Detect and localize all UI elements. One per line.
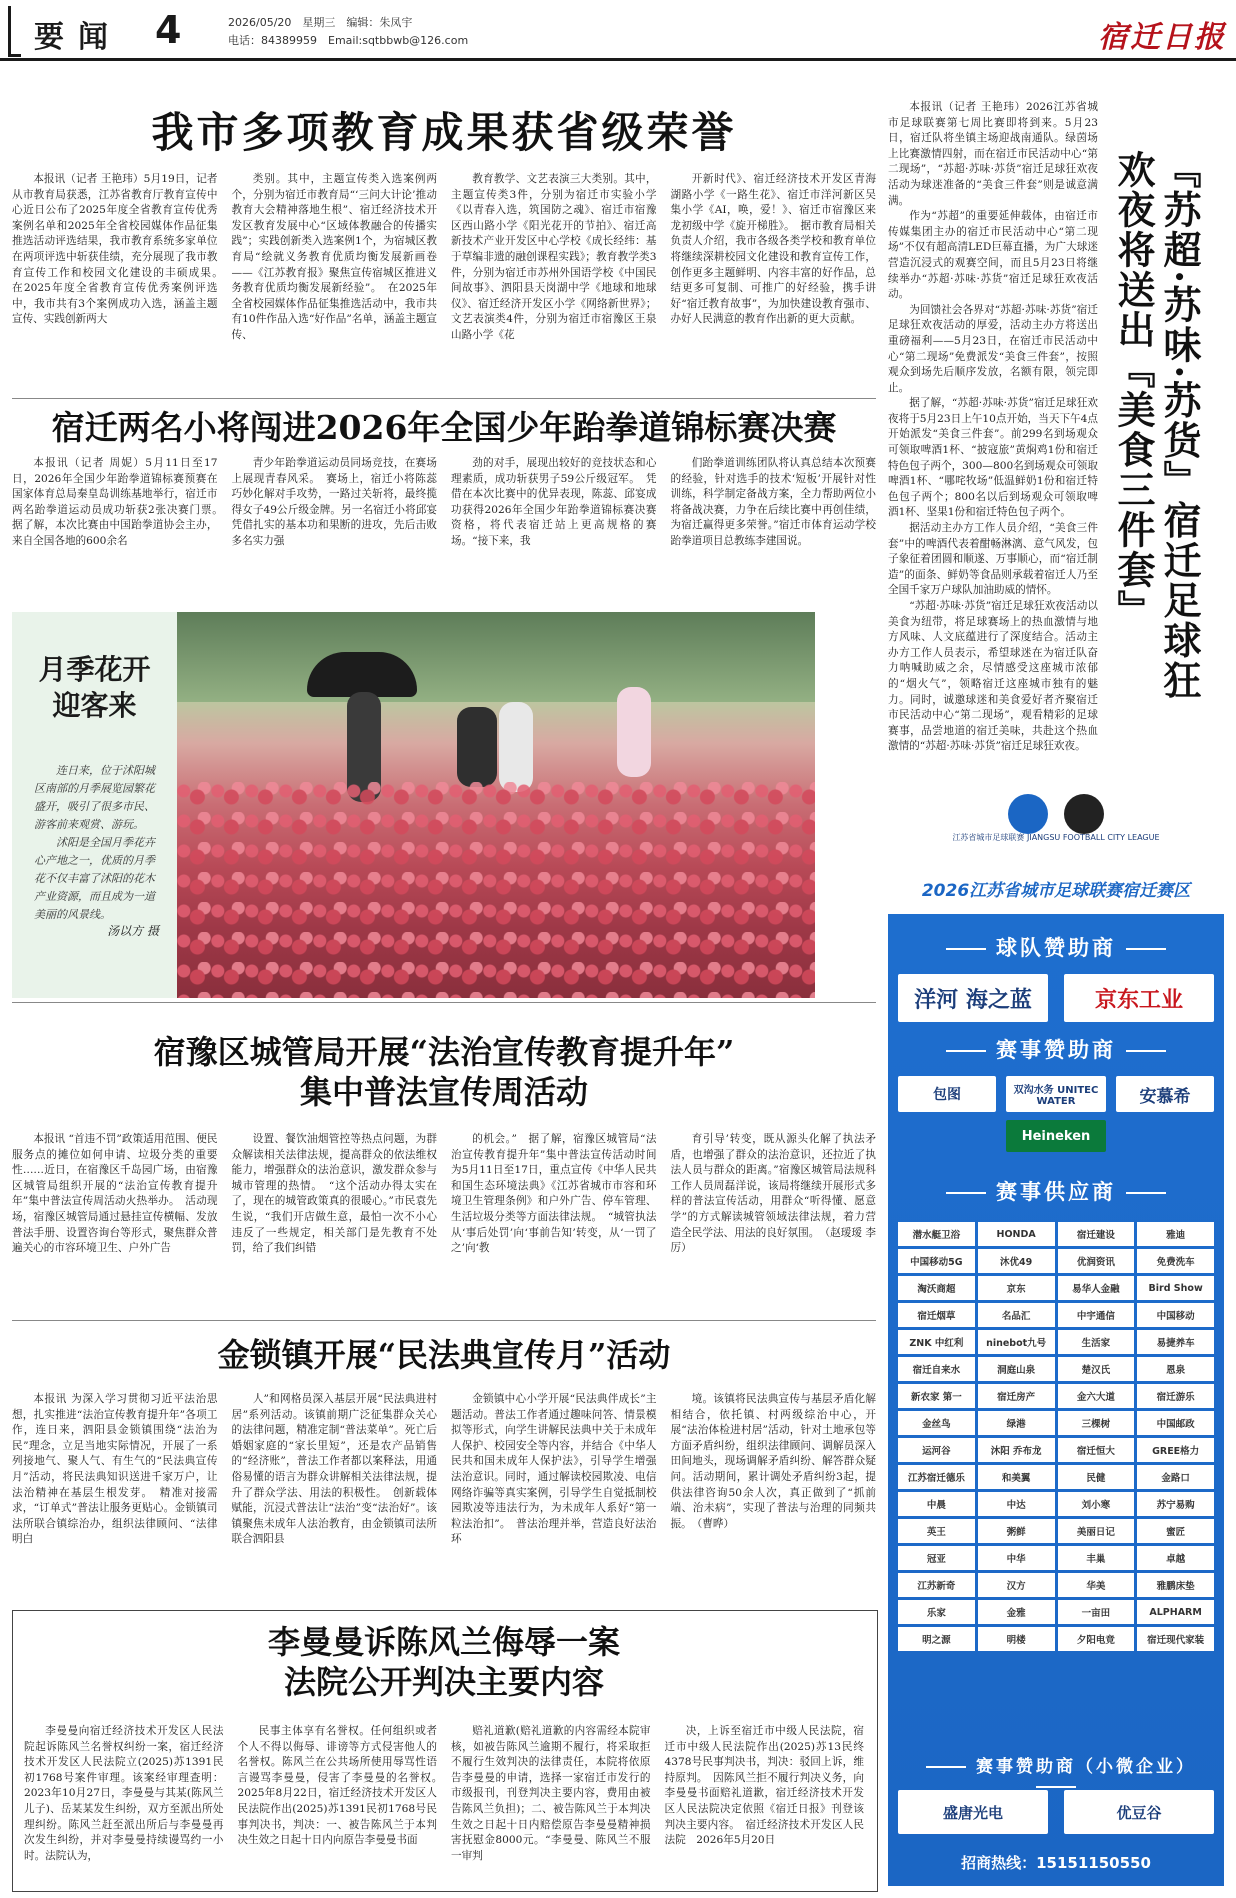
paragraph: 本报讯（记者 王艳玮）5月19日，记者从市教育局获悉，江苏省教育厅教育宣传中心近日公布了2025年度全省教育宣传优秀案例名单和2025年全省校园媒体作品征集推选活动评选结果，我市教育系统多家单位在两项评选中斩获佳绩，充分展现了我市教育宣传工作和校园文化建设的丰硕成果。 在2025年度全省教育宣传优秀案例评选中，我市共有3个案例成功入选，涵盖主题宣传、实践创新两大 bbox=[12, 173, 229, 326]
page-header bbox=[0, 0, 1236, 66]
ad-league-name: 江苏省城市足球联赛 JIANGSU FOOTBALL CITY LEAGUE bbox=[952, 833, 1160, 842]
article4-body bbox=[12, 1392, 876, 1602]
photo-caption-body bbox=[34, 762, 159, 924]
supplier-logo: 华美 bbox=[1058, 1573, 1135, 1597]
supplier-logo: 明之源 bbox=[898, 1627, 975, 1651]
supplier-logo: 中晨 bbox=[898, 1492, 975, 1516]
supplier-logo: 宿迁恒大 bbox=[1058, 1438, 1135, 1462]
sponsor-advertisement bbox=[888, 784, 1224, 1886]
supplier-logo: 宿迁自来水 bbox=[898, 1357, 975, 1381]
divider bbox=[12, 1320, 876, 1321]
supplier-logo: 中宇通信 bbox=[1058, 1303, 1135, 1327]
article1-headline: 我市多项教育成果获省级荣誉 bbox=[151, 108, 737, 157]
paragraph: 开新时代》、宿迁经济技术开发区青海湖路小学《一路生花》、宿迁市洋河新区吴集小学《AI，唤，爱！》、宿迁市宿豫区来龙初级中学《旋开梯胜》。 据市教育局相关负责人介绍，我市各级各类学校和教育单位将继续深耕校园文化建设和教育宣传工作，创作更多主题鲜明、内容丰富的好作品，总结更多可复制、可推广的好经验，携手讲好“宿迁教育故事”，为加快建设教育强市、办好人民满意的教育作出新的更大贡献。 bbox=[670, 173, 876, 326]
paragraph: 青少年跆拳道运动员同场竞技，在赛场上展现青春风采。 赛场上，宿迁小将陈蕊巧妙化解对手攻势，一路过关斩将，最终揽得女子49公斤级金牌。另一名宿迁小将邱宴凭借扎实的基本功和果断的进攻，先后击败多名实力强 bbox=[231, 457, 437, 547]
supplier-logo: 英王 bbox=[898, 1519, 975, 1543]
supplier-logo: 金六大道 bbox=[1058, 1384, 1135, 1408]
supplier-logo: 沐优49 bbox=[978, 1249, 1055, 1273]
supplier-logo: 宿迁现代家装 bbox=[1137, 1627, 1214, 1651]
micro-sponsor-2: 优豆谷 bbox=[1064, 1790, 1214, 1834]
article3-col-2 bbox=[232, 1132, 438, 1280]
supplier-logo: 宿迁烟草 bbox=[898, 1303, 975, 1327]
supplier-logo: 宿迁房产 bbox=[978, 1384, 1055, 1408]
caption-paragraph: 连日来，位于沭阳城区南部的月季展览园繁花盛开，吸引了很多市民、游客前来观赏、游玩。 bbox=[34, 764, 155, 831]
caption-paragraph: 沭阳是全国月季花卉心产地之一，优质的月季花不仅丰富了沭阳的花木产业资源，而且成为一道美丽的风景线。 bbox=[34, 836, 155, 921]
supplier-logo: 金丝鸟 bbox=[898, 1411, 975, 1435]
article1-col-3 bbox=[451, 172, 657, 394]
supplier-logo: 易华人金融 bbox=[1058, 1276, 1135, 1300]
event-sponsor-3: 安慕希 bbox=[1116, 1076, 1214, 1112]
supplier-logo: 洞庭山泉 bbox=[978, 1357, 1055, 1381]
paragraph: 作为“苏超”的重要延伸载体，由宿迁市传媒集团主办的宿迁市民活动中心“第二现场”不仅有超高清LED巨幕直播，为广大球迷营造沉浸式的观赛空间，而且5月23日将继续举办“苏超·苏味·苏货”宿迁足球狂欢夜活动。 bbox=[888, 210, 1098, 301]
paragraph: 金锁镇中心小学开展“民法典伴成长”主题活动。普法工作者通过趣味问答、情景模拟等形式，向学生讲解民法典中关于未成年人保护、校园安全等内容，并结合《中华人民共和国未成年人保护法》，引导学生增强法治意识。同时，通过解读校园欺凌、电信网络诈骗等真实案例，引导学生自觉抵制校园欺凌等违法行为，为未成年人系好“第一粒法治扣”。 普法治理并举，营造良好法治环 bbox=[451, 1393, 657, 1546]
article1-col-4 bbox=[671, 172, 877, 394]
supplier-logo: 江苏宿迁德乐 bbox=[898, 1465, 975, 1489]
supplier-logo: 卓越 bbox=[1137, 1546, 1214, 1570]
supplier-logo: 明楼 bbox=[978, 1627, 1055, 1651]
supplier-logo: 金路口 bbox=[1137, 1465, 1214, 1489]
header-bracket bbox=[8, 6, 21, 57]
article4-col-2 bbox=[232, 1392, 438, 1602]
divider bbox=[12, 398, 876, 399]
supplier-logo: 潜水艇卫浴 bbox=[898, 1222, 975, 1246]
supplier-grid bbox=[898, 1222, 1214, 1651]
ad-header bbox=[888, 784, 1224, 914]
supplier-logo: 三棵树 bbox=[1058, 1411, 1135, 1435]
supplier-logo: 易捷养车 bbox=[1137, 1330, 1214, 1354]
supplier-logo: 宿迁游乐 bbox=[1137, 1384, 1214, 1408]
article3-body bbox=[12, 1132, 876, 1280]
ad-title: 2026江苏省城市足球联赛宿迁赛区 bbox=[921, 881, 1191, 901]
supplier-logo: 汉方 bbox=[978, 1573, 1055, 1597]
paragraph: 为回馈社会各界对“苏超·苏味·苏货”宿迁足球狂欢夜活动的厚爱，活动主办方将送出重磅福利——5月23日，在宿迁市民活动中心“第二现场”免费派发“美食三件套”，按照观众到场先后顺序发放，名额有限，领完即止。 bbox=[888, 303, 1098, 394]
photo-umbrella bbox=[307, 652, 417, 697]
paragraph: 类别。其中，主题宣传类入选案例两个，分别为宿迁市教育局“‘三问大计论’推动教育大会精神落地生根”、宿迁经济技术开发区教育发展中心“区域体教融合的传播实践”；实践创新类入选案例1个，为宿城区教育局“绘就义务教育优质均衡发展新画卷——《江苏教育报》聚焦宣传宿城区推进义务教育优质均衡发展新经验”。 在2025年全省校园媒体作品征集推选活动中，我市共有10件作品入选“好作品”名单，涵盖主题宣传、 bbox=[231, 173, 437, 341]
paragraph: 据活动主办方工作人员介绍，“美食三件套”中的啤酒代表着酣畅淋漓、意气风发，包子象征着团圆和顺遂、万事顺心，而“宿迁制造”的面条、鲜奶等食品则承载着宿迁人乃至全国千家万户球队加油助威的情怀。 bbox=[888, 522, 1098, 597]
supplier-logo: 丰巢 bbox=[1058, 1546, 1135, 1570]
photo-person bbox=[457, 707, 497, 787]
supplier-logo: 宿迁建设 bbox=[1058, 1222, 1135, 1246]
article3-col-4 bbox=[671, 1132, 877, 1280]
supplier-logo: 运河谷 bbox=[898, 1438, 975, 1462]
supplier-logo: 夕阳电竞 bbox=[1058, 1627, 1135, 1651]
event-sponsor-2: 双沟水务 UNITEC WATER bbox=[1006, 1076, 1106, 1112]
event-sponsor-1: 包图 bbox=[898, 1076, 996, 1112]
supplier-logo: 中国邮政 bbox=[1137, 1411, 1214, 1435]
header-rule bbox=[0, 58, 1236, 61]
sidebar-story-body bbox=[888, 100, 1098, 753]
supplier-logo: 刘小寒 bbox=[1058, 1492, 1135, 1516]
article3-headline-line1: 宿豫区城管局开展“法治宣传教育提升年” bbox=[153, 1033, 735, 1071]
supplier-logo: 雅鹏床垫 bbox=[1137, 1573, 1214, 1597]
ad-hotline: 招商热线：15151150550 bbox=[961, 1854, 1151, 1872]
paragraph: 本报讯 “首违不罚”政策适用范围、便民服务点的摊位如何申请、垃圾分类的重要性……近日，在宿豫区千岛园广场，由宿豫区城管局组织开展的“法治宣传教育提升年”集中普法宣传周活动火热举办。 活动现场，宿豫区城管局通过悬挂宣传横幅、发放普法手册、设置咨询台等形式，聚焦群众普遍关心的市容环境卫生、户外广告 bbox=[12, 1133, 218, 1255]
article5-headline-line2: 法院公开判决主要内容 bbox=[283, 1663, 604, 1701]
supplier-logo: 沐阳 乔布龙 bbox=[978, 1438, 1055, 1462]
article4-col-3 bbox=[451, 1392, 657, 1602]
team-sponsor-heading: 球队赞助商 bbox=[888, 932, 1224, 962]
paragraph: 李曼曼向宿迁经济技术开发区人民法院起诉陈风兰名誉权纠纷一案，宿迁经济技术开发区人民法院立(2025)苏1391民初1768号案件审理。该案经审理查明：2023年10月27日，李曼曼与其某(陈风兰儿子)、岳某某发生纠纷，双方至派出所处理纠纷。陈风兰赶至派出所后与李曼曼再次发生纠纷，并对李曼曼持续谩骂约一小时。法院认为， bbox=[24, 1725, 224, 1862]
article3-headline bbox=[12, 1032, 876, 1112]
supplier-logo: 乐家 bbox=[898, 1600, 975, 1624]
supplier-logo: HONDA bbox=[978, 1222, 1055, 1246]
article2-col-2 bbox=[232, 456, 438, 596]
article3-headline-line2: 集中普法宣传周活动 bbox=[299, 1073, 588, 1111]
photo-roses bbox=[177, 782, 815, 998]
supplier-logo: 绿港 bbox=[978, 1411, 1055, 1435]
article5-col-3 bbox=[451, 1724, 651, 1884]
supplier-logo: 中达 bbox=[978, 1492, 1055, 1516]
article5-headline bbox=[12, 1622, 876, 1702]
supplier-logo: 生活家 bbox=[1058, 1330, 1135, 1354]
photo-credit: 汤以方 摄 bbox=[107, 924, 159, 938]
paragraph: “苏超·苏味·苏货”宿迁足球狂欢夜活动以美食为纽带，将足球赛场上的热血激情与地方风味、人文底蕴进行了深度结合。活动主办方工作人员表示，希望球迷在为宿迁队奋力呐喊助威之余，尽情感受这座城市浓郁的“烟火气”，领略宿迁这座城市独有的魅力。同时，诚邀球迷和美食爱好者齐聚宿迁市民活动中心“第二现场”，观看精彩的足球赛事，品尝地道的宿迁美味，共赴这个热血激情的“苏超·苏味·苏货”宿迁足球狂欢夜。 bbox=[888, 600, 1098, 753]
paragraph: 本报讯（记者 周妮）5月11日至17日，2026年全国少年跆拳道锦标赛预赛在国家体育总局秦皇岛训练基地举行，宿迁市两名跆拳道运动员成功斩获2张决赛门票。 据了解，本次比赛由中国跆拳道协会主办，来自全国各地的600余名 bbox=[12, 457, 229, 547]
photo-person bbox=[499, 702, 533, 792]
article5-col-1 bbox=[24, 1724, 224, 1884]
article4-col-1 bbox=[12, 1392, 218, 1602]
supplier-logo: 苏宁易购 bbox=[1137, 1492, 1214, 1516]
supplier-logo: 中华 bbox=[978, 1546, 1055, 1570]
paragraph: 境。该镇将民法典宣传与基层矛盾化解相结合，依托镇、村两级综治中心，开展“法治体检进村居”活动，针对土地承包等方面矛盾纠纷，组织法律顾问、调解员深入田间地头，现场调解矛盾纠纷、解答群众疑问。活动期间，累计调处矛盾纠纷3起，提供法律咨询50余人次，真正做到了“抓前端、治未病”，实现了普法与治理的同频共振。 （曹晔） bbox=[670, 1393, 876, 1530]
sidebar-story-headline: 『苏超·苏味·苏货』宿迁足球狂欢夜将送出『美食三件套』 bbox=[1111, 150, 1202, 701]
article5-headline-line1: 李曼曼诉陈风兰侮辱一案 bbox=[267, 1623, 620, 1661]
article2-headline: 宿迁两名小将闯进2026年全国少年跆拳道锦标赛决赛 bbox=[51, 408, 837, 447]
team-logo-icon bbox=[1064, 794, 1104, 834]
supplier-logo: 民健 bbox=[1058, 1465, 1135, 1489]
supplier-logo: 中国移动5G bbox=[898, 1249, 975, 1273]
supplier-logo: ninebot九号 bbox=[978, 1330, 1055, 1354]
article2-body bbox=[12, 456, 876, 596]
supplier-logo: 江苏新奇 bbox=[898, 1573, 975, 1597]
supplier-logo: Bird Show bbox=[1137, 1276, 1214, 1300]
article3-col-3 bbox=[451, 1132, 657, 1280]
micro-sponsor-1: 盛唐光电 bbox=[898, 1790, 1048, 1834]
paragraph: 民事主体享有名誉权。任何组织或者个人不得以侮辱、诽谤等方式侵害他人的名誉权。陈风兰在公共场所使用辱骂性语言谩骂李曼曼，侵害了李曼曼的名誉权。 2025年8月22日，宿迁经济技术开发区人民法院作出(2025)苏1391民初1768号民事判决书，判决：一、被告陈风兰于本判决生效之日起十日内向原告李曼曼书面 bbox=[237, 1725, 448, 1847]
paragraph: 人”和网格员深入基层开展“民法典进村居”系列活动。该镇前期广泛征集群众关心的法律问题，精准定制“普法菜单”。死亡后婚姻家庭的“家长里短”，还是农产品销售的“经济账”，普法工作者都以案释法，用通俗易懂的语言为群众讲解相关法律法规，提升了群众学法、用法的积极性。 创新载体赋能，沉浸式普法让“法治”变“法治好”。该镇聚焦未成年人法治教育，由金锁镇司法所联合泗阳县 bbox=[231, 1393, 437, 1546]
photo-trees bbox=[177, 612, 815, 702]
rose-garden-photo bbox=[177, 612, 815, 998]
paragraph: 教育教学、文艺表演三大类别。其中，主题宣传类3件，分别为宿迁市实验小学《以青春入选，筑国防之魂》、宿迁市宿豫区西山路小学《阳光花开的节拍》、宿迁高新技术产业开发区中心学校《成长经纬：基于草编非遗的融创课程实践》；教育教学类3件，分别为宿迁市苏州外国语学校《中国民间故事》、泗阳县天岗湖中学《地球和地球仪》、宿迁经济开发区小学《网络新世界》；文艺表演类4件，分别为宿迁市宿豫区王泉山路小学《花 bbox=[451, 173, 657, 341]
supplier-logo: 楚汉氏 bbox=[1058, 1357, 1135, 1381]
supplier-logo: 新农家 第一 bbox=[898, 1384, 975, 1408]
article1-body bbox=[12, 172, 876, 394]
supplier-logo: 和美翼 bbox=[978, 1465, 1055, 1489]
team-sponsor-1: 洋河 海之蓝 bbox=[898, 974, 1048, 1022]
supplier-logo: 淘沃商超 bbox=[898, 1276, 975, 1300]
article3-col-1 bbox=[12, 1132, 218, 1280]
paragraph: 们跆拳道训练团队将认真总结本次预赛的经验，针对选手的技术‘短板’开展针对性训练，科学制定备战方案，全力帮助两位小将备战决赛，力争在后续比赛中再创佳绩，为宿迁赢得更多荣誉。”宿迁市体育运动学校跆拳道项目总教练李建国说。 bbox=[670, 457, 876, 547]
article2-col-3 bbox=[451, 456, 657, 596]
supplier-logo: 名品汇 bbox=[978, 1303, 1055, 1327]
paragraph: 劲的对手，展现出较好的竞技状态和心理素质，成功斩获男子59公斤级冠军。 凭借在本次比赛中的优异表现，陈蕊、邱宴成功获得2026年全国少年跆拳道锦标赛决赛资格，将代表宿迁站上更高规格的赛场。“接下来，我 bbox=[451, 457, 657, 547]
supplier-logo: 冠亚 bbox=[898, 1546, 975, 1570]
supplier-logo: ZNK 中红利 bbox=[898, 1330, 975, 1354]
paragraph: 本报讯（记者 王艳玮）2026江苏省城市足球联赛第七周比赛即将到来。5月23日，宿迁队将坐镇主场迎战南通队。绿茵场上比赛激情四射，而在宿迁市民活动中心“第二现场”，“苏超·苏味·苏货”宿迁足球狂欢夜活动为球迷准备的“美食三件套”则是诚意满满。 bbox=[888, 101, 1098, 207]
article4-col-4 bbox=[671, 1392, 877, 1602]
event-sponsor-heading: 赛事赞助商 bbox=[888, 1034, 1224, 1064]
supplier-heading: 赛事供应商 bbox=[888, 1176, 1224, 1206]
article1-col-2 bbox=[232, 172, 438, 394]
paragraph: 据了解，“苏超·苏味·苏货”宿迁足球狂欢夜将于5月23日上午10点开始，当天下午4点开始派发“美食三件套”。前299名到场观众可领取啤酒1杯、“披寇旅”黄焖鸡1份和宿迁特色包子两个，300—800名到场观众可领取啤酒1杯、“哪咤牧场”低温鲜奶1份和宿迁特色包子两个；800名以后到场观众可领取啤酒1杯、坚果1份和宿迁特色包子两个。 bbox=[888, 397, 1098, 519]
paragraph: 的机会。” 据了解，宿豫区城管局“法治宣传教育提升年”集中普法宣传活动时间为5月11日至17日，重点宣传《中华人民共和国生态环境法典》《江苏省城市市容和环境卫生管理条例》和户外广告、停车管理、生活垃圾分类等方面法律法规。 “城管执法从‘事后处罚’向‘事前告知’转变，从‘一罚了之’向‘教 bbox=[451, 1133, 657, 1255]
supplier-logo: 中国移动 bbox=[1137, 1303, 1214, 1327]
supplier-logo: GREE格力 bbox=[1137, 1438, 1214, 1462]
event-sponsor-4: Heineken bbox=[1006, 1120, 1106, 1152]
supplier-logo: 蜜匠 bbox=[1137, 1519, 1214, 1543]
supplier-logo: ALPHARM bbox=[1137, 1600, 1214, 1624]
article2-col-1 bbox=[12, 456, 229, 596]
team-sponsor-2: 京东工业 bbox=[1064, 974, 1214, 1022]
supplier-logo: 粥鲜 bbox=[978, 1519, 1055, 1543]
masthead-logo: 宿迁日报 bbox=[1098, 20, 1226, 55]
supplier-logo: 一亩田 bbox=[1058, 1600, 1135, 1624]
article2-col-4 bbox=[671, 456, 877, 596]
paragraph: 赔礼道歉(赔礼道歉的内容需经本院审核，如被告陈风兰逾期不履行，将采取拒不履行生效判决的法律责任，本院将依原告李曼曼的申请，选择一家宿迁市发行的市级报刊，刊登判决主要内容，费用由被告陈风兰负担)；二、被告陈风兰于本判决生效之日起十日内赔偿原告李曼曼精神损害抚慰金8000元。“李曼曼、陈风兰不服一审判 bbox=[451, 1725, 651, 1862]
supplier-logo: 免费洗车 bbox=[1137, 1249, 1214, 1273]
photo-person bbox=[617, 687, 651, 777]
article4-headline: 金锁镇开展“民法典宣传月”活动 bbox=[217, 1336, 671, 1374]
article5-col-4 bbox=[665, 1724, 865, 1884]
contact-line: 电话：84389959 Email:sqtbbwb@126.com bbox=[228, 34, 469, 47]
photo-caption-title: 月季花开迎客来 bbox=[38, 653, 151, 722]
article1-col-1 bbox=[12, 172, 229, 394]
paragraph: 育引导’转变，既从源头化解了执法矛盾，也增强了群众的法治意识，还拉近了执法人员与群众的距离。”宿豫区城管局法规科工作人员周磊洋说，该局将继续开展形式多样的普法宣传活动，用群众“听得懂、愿意学”的方式解读城管领域法律法规，着力营造全民学法、用法的良好氛围。 （赵瑷瑷 李厉） bbox=[670, 1133, 876, 1255]
page-number: 4 bbox=[155, 8, 182, 52]
article5-col-2 bbox=[237, 1724, 448, 1884]
supplier-logo: 美丽日记 bbox=[1058, 1519, 1135, 1543]
photo-caption-box bbox=[12, 612, 177, 998]
section-name: 要闻 bbox=[34, 20, 122, 55]
supplier-logo: 优润资讯 bbox=[1058, 1249, 1135, 1273]
date-line: 2026/05/20 星期三 编辑：朱凤宇 bbox=[228, 16, 413, 29]
supplier-logo: 恩泉 bbox=[1137, 1357, 1214, 1381]
article5-body bbox=[24, 1724, 864, 1884]
paragraph: 设置、餐饮油烟管控等热点问题，为群众解读相关法律法规，提高群众的依法维权能力，增强群众的法治意识，激发群众参与城市管理的热情。 “这个活动办得太实在了，现在的城管政策真的很暖心。”市民袁先生说，“我们开店做生意，最怕一次不小心违反了一些规定，相关部门是先教育不处罚，给了我们纠错 bbox=[231, 1133, 437, 1255]
supplier-logo: 京东 bbox=[978, 1276, 1055, 1300]
paragraph: 本报讯 为深入学习贯彻习近平法治思想，扎实推进“法治宣传教育提升年”各项工作，连日来，泗阳县金锁镇围绕“法治为民”理念，立足当地实际情况，开展了一系列接地气、聚人气、有生气的“民法典宣传月”活动，将民法典知识送进千家万户，让法治精神在基层生根发芽。 精准对接需求，“订单式”普法让服务更贴心。金锁镇司法所联合镇综治办，组织法律顾问、“法律明白 bbox=[12, 1393, 218, 1546]
supplier-logo: 雅迪 bbox=[1137, 1222, 1214, 1246]
micro-sponsor-heading: 赛事赞助商（小微企业） bbox=[888, 1752, 1224, 1797]
paragraph: 决，上诉至宿迁市中级人民法院，宿迁市中级人民法院作出(2025)苏13民终4378号民事判决书，判决：驳回上诉，维持原判。 因陈风兰拒不履行判决义务，向李曼曼书面赔礼道歉，宿迁经济技术开发区人民法院决定依照《宿迁日报》刊登该判决主要内容。 宿迁经济技术开发区人民法院 2026年5月20日 bbox=[664, 1725, 864, 1847]
supplier-logo: 金雅 bbox=[978, 1600, 1055, 1624]
league-logo-icon bbox=[1008, 794, 1048, 834]
divider bbox=[12, 1002, 876, 1003]
